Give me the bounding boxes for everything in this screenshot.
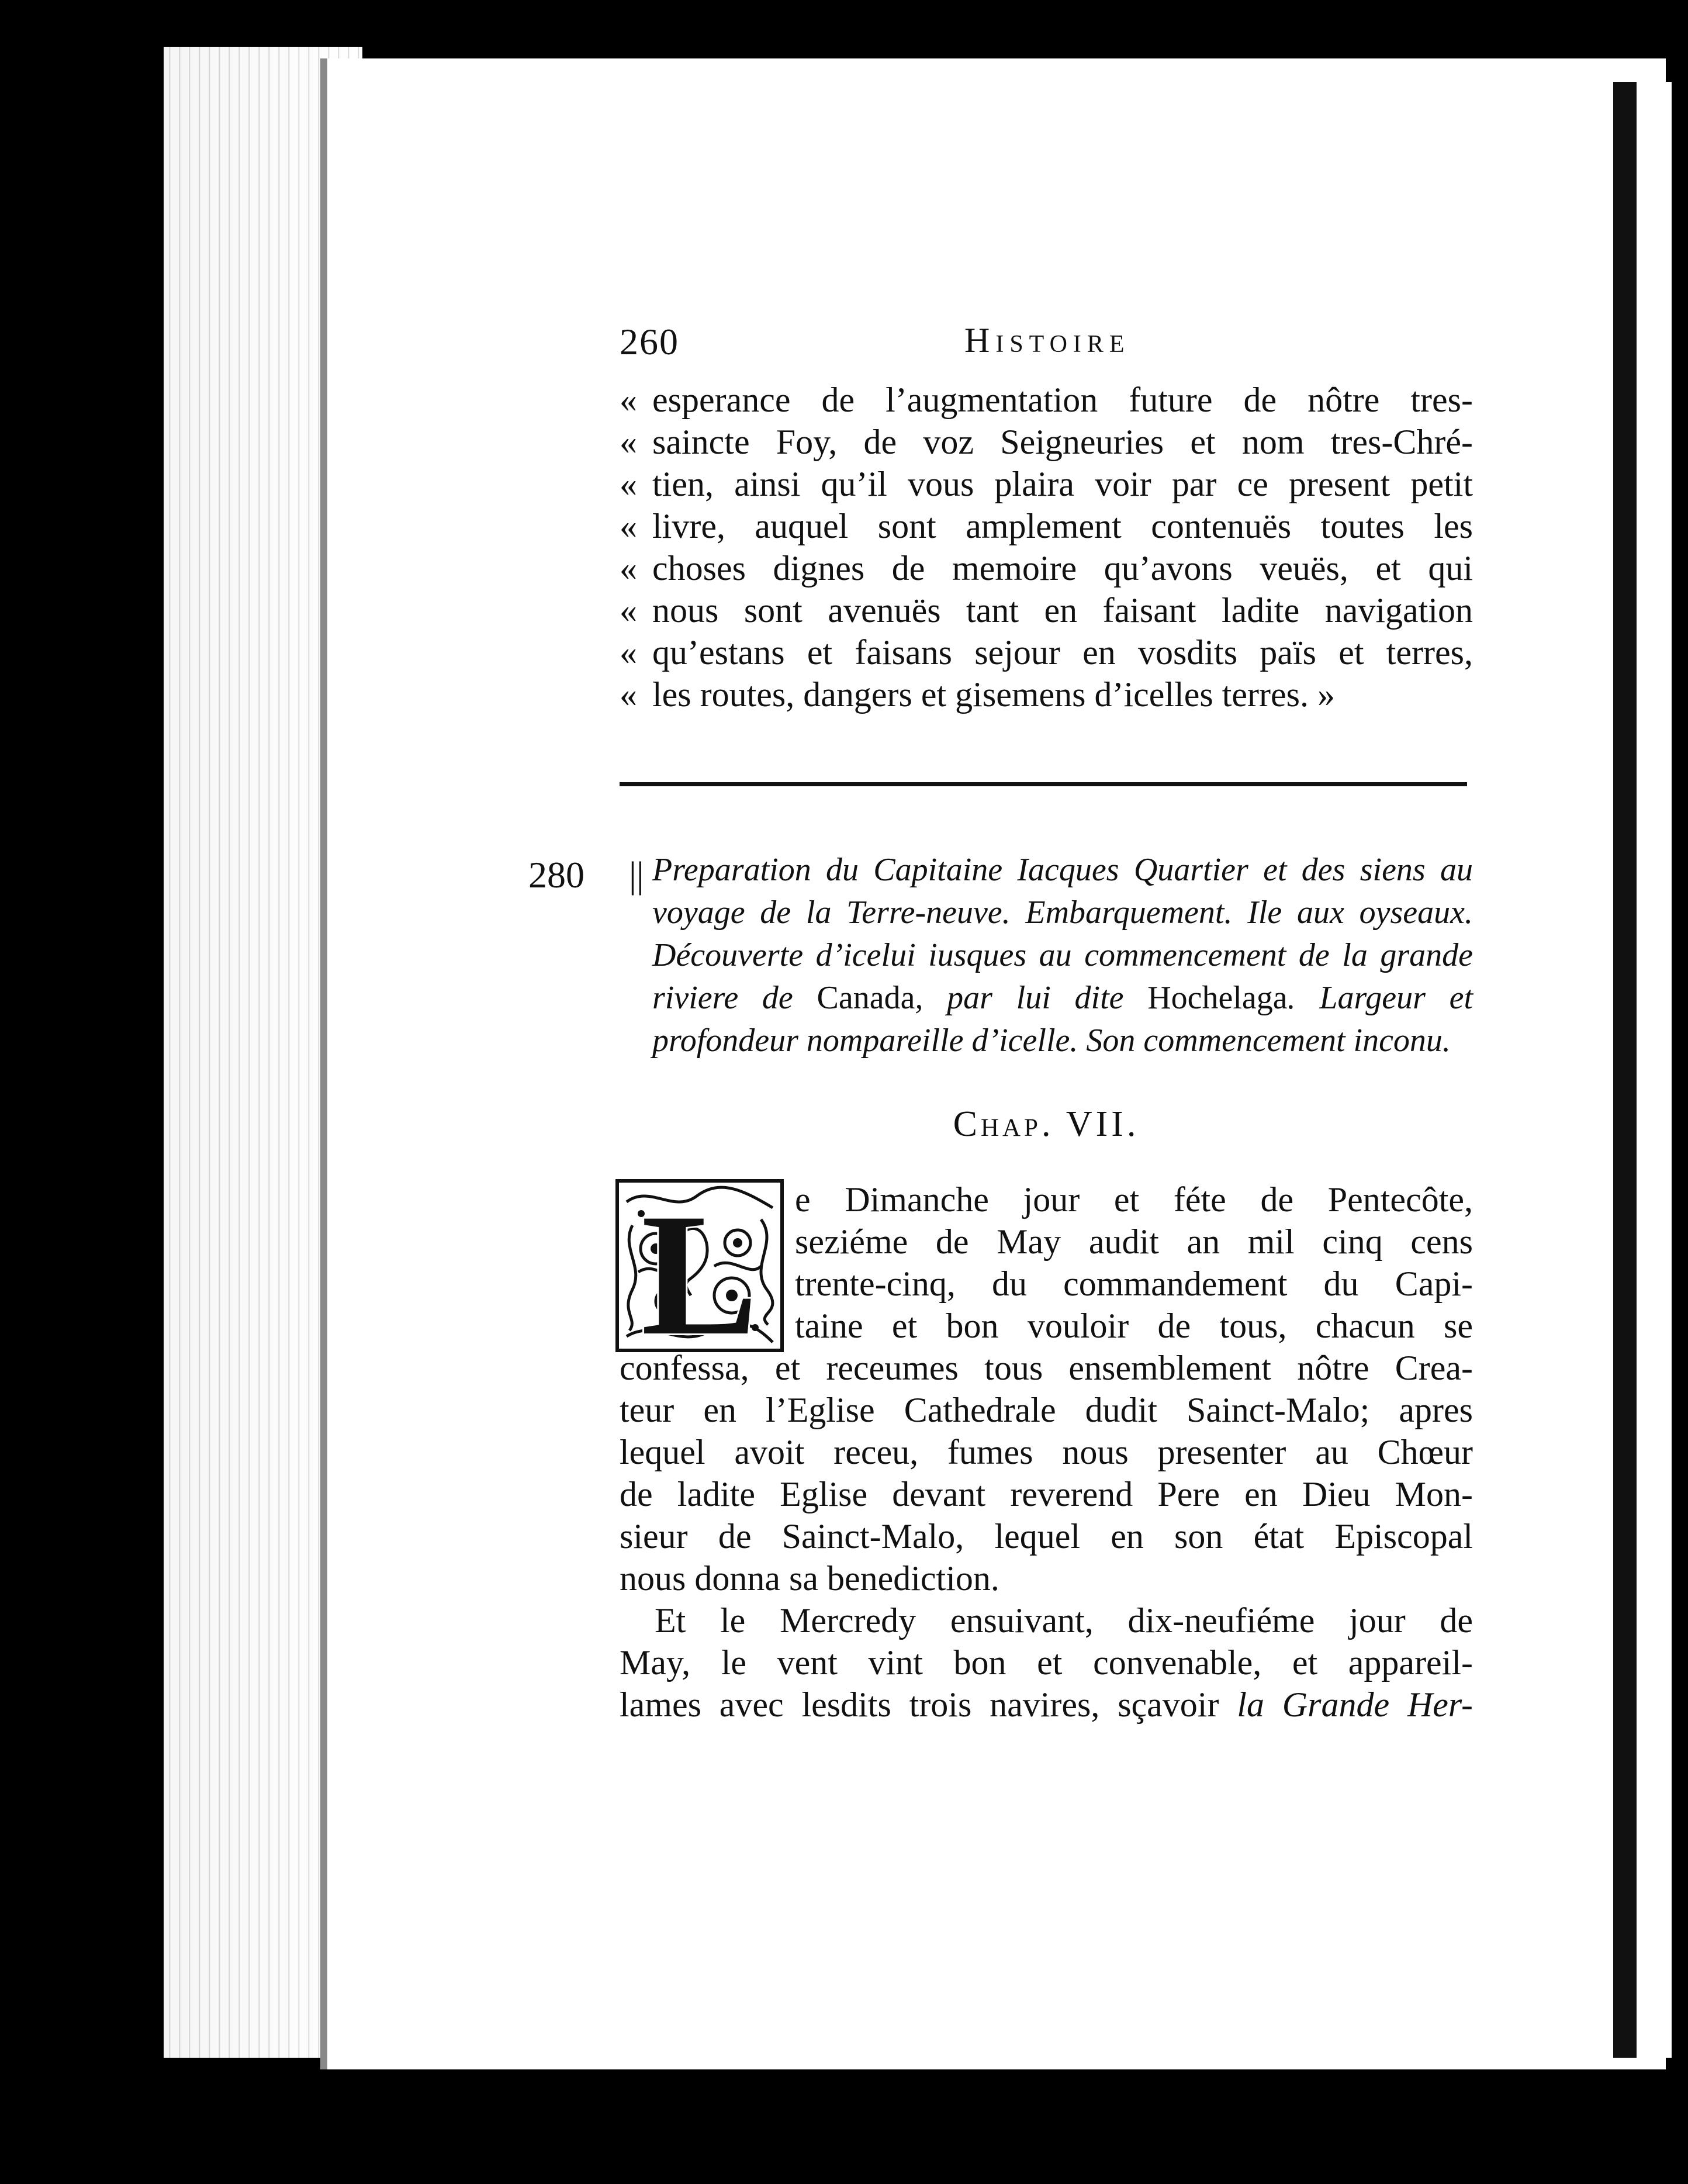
quote-text: saincte Foy, de voz Seigneuries et nom tres-Chré-: [652, 423, 1473, 461]
line-text: lequel avoit receu, fumes nous presenter au Chœur: [620, 1433, 1473, 1471]
chapter-heading: [620, 1104, 1473, 1145]
line-text: sieur de Sainct-Malo, lequel en son état Episcopal: [620, 1517, 1473, 1556]
text-line: [620, 1389, 1473, 1431]
quote-mark: «: [620, 507, 637, 545]
line-text: confessa, et receumes tous ensemblement nôtre Crea-: [620, 1349, 1473, 1387]
quote-text: qu’estans et faisans sejour en vosdits païs et terres,: [652, 633, 1473, 672]
quote-line: [620, 505, 1473, 547]
quote-mark: «: [620, 633, 637, 672]
line-text: May, le vent vint bon et convenable, et appareil-: [620, 1643, 1473, 1682]
line-text: [620, 1684, 1473, 1726]
text-line: [620, 1557, 1473, 1599]
drop-cap-paragraph-lines: [795, 1179, 1473, 1347]
quote-mark: «: [620, 675, 637, 714]
text-line: [620, 1431, 1473, 1473]
chapter-summary: [652, 849, 1473, 1062]
section-divider-rule: [620, 782, 1467, 786]
summary-place-hochelaga: Hochelaga: [1147, 980, 1288, 1016]
quote-text: nous sont avenuës tant en faisant ladite navigation: [652, 591, 1473, 630]
quote-mark: «: [620, 423, 637, 461]
line-text: trente-cinq, du commandement du Capi-: [795, 1264, 1473, 1303]
running-title: Histoire: [964, 321, 1130, 360]
page-number: 260: [620, 321, 679, 362]
chapter-number: VII.: [1066, 1104, 1140, 1144]
quote-line: [620, 547, 1473, 589]
line-text: taine et bon vouloir de tous, chacun se: [795, 1307, 1473, 1345]
summary-text: . Largeur et profondeur nompareille d’icelle. Son commencement inconu.: [652, 980, 1473, 1059]
quote-mark: «: [620, 591, 637, 630]
summary-text: Preparation du Capitaine Iacques Quartier et des siens au voyage de la Terre-neuve. Embarquement. Ile aux oyseaux. Découverte d’icelui iusques au commencement de la grande riviere de: [652, 852, 1473, 1016]
quote-text: esperance de l’augmentation future de nôtre tres-: [652, 381, 1473, 419]
line-text: nous donna sa benediction.: [620, 1559, 999, 1598]
text-line: [795, 1305, 1473, 1347]
quote-line: [620, 463, 1473, 505]
body-text: [620, 1347, 1473, 1726]
line-text: seziéme de May audit an mil cinq cens: [795, 1222, 1473, 1261]
text-line: [620, 1599, 1473, 1642]
text-line: [795, 1221, 1473, 1263]
page-break-marker: ||: [629, 854, 644, 896]
ornamental-drop-cap: [615, 1179, 784, 1360]
text-line: [620, 1473, 1473, 1515]
margin-page-reference: 280: [528, 854, 584, 896]
right-facing-page-sliver: [1637, 82, 1672, 2058]
chapter-label: Chap.: [953, 1104, 1054, 1144]
line-text: e Dimanche jour et féte de Pentecôte,: [795, 1180, 1473, 1219]
quote-line: [620, 631, 1473, 673]
line-text: de ladite Eglise devant reverend Pere en Dieu Mon-: [620, 1475, 1473, 1513]
quote-text: livre, auquel sont amplement contenuës toutes les: [652, 507, 1473, 545]
text-line: [620, 1347, 1473, 1389]
quote-mark: «: [620, 381, 637, 419]
text-line: [795, 1263, 1473, 1305]
quote-mark: «: [620, 465, 637, 503]
quote-text: tien, ainsi qu’il vous plaira voir par ce present petit: [652, 465, 1473, 503]
quote-line: [620, 589, 1473, 631]
text-line: [620, 1515, 1473, 1557]
drop-cap-letter: L: [641, 1179, 759, 1360]
quote-text: choses dignes de memoire qu’avons veuës, et qui: [652, 549, 1473, 588]
quote-line: [620, 379, 1473, 421]
text-line: [620, 1642, 1473, 1684]
summary-place-canada: Canada: [817, 980, 915, 1016]
quoted-passage: [620, 379, 1473, 716]
quote-mark: «: [620, 549, 637, 588]
quote-text: les routes, dangers et gisemens d’icelles terres. »: [652, 675, 1335, 714]
summary-text: , par lui dite: [915, 980, 1148, 1016]
running-head: [620, 320, 1473, 373]
line-text-roman: lames avec lesdits trois navires, sçavoir: [620, 1685, 1237, 1724]
right-binding-edge: [1613, 82, 1637, 2058]
ship-name: la Grande Her-: [1237, 1685, 1473, 1724]
text-line: [795, 1179, 1473, 1221]
text-line: [620, 1684, 1473, 1726]
line-text: teur en l’Eglise Cathedrale dudit Sainct-Malo; apres: [620, 1391, 1473, 1429]
quote-line: [620, 673, 1473, 716]
quote-line: [620, 421, 1473, 463]
line-text: Et le Mercredy ensuivant, dix-neufiéme jour de: [655, 1601, 1473, 1640]
